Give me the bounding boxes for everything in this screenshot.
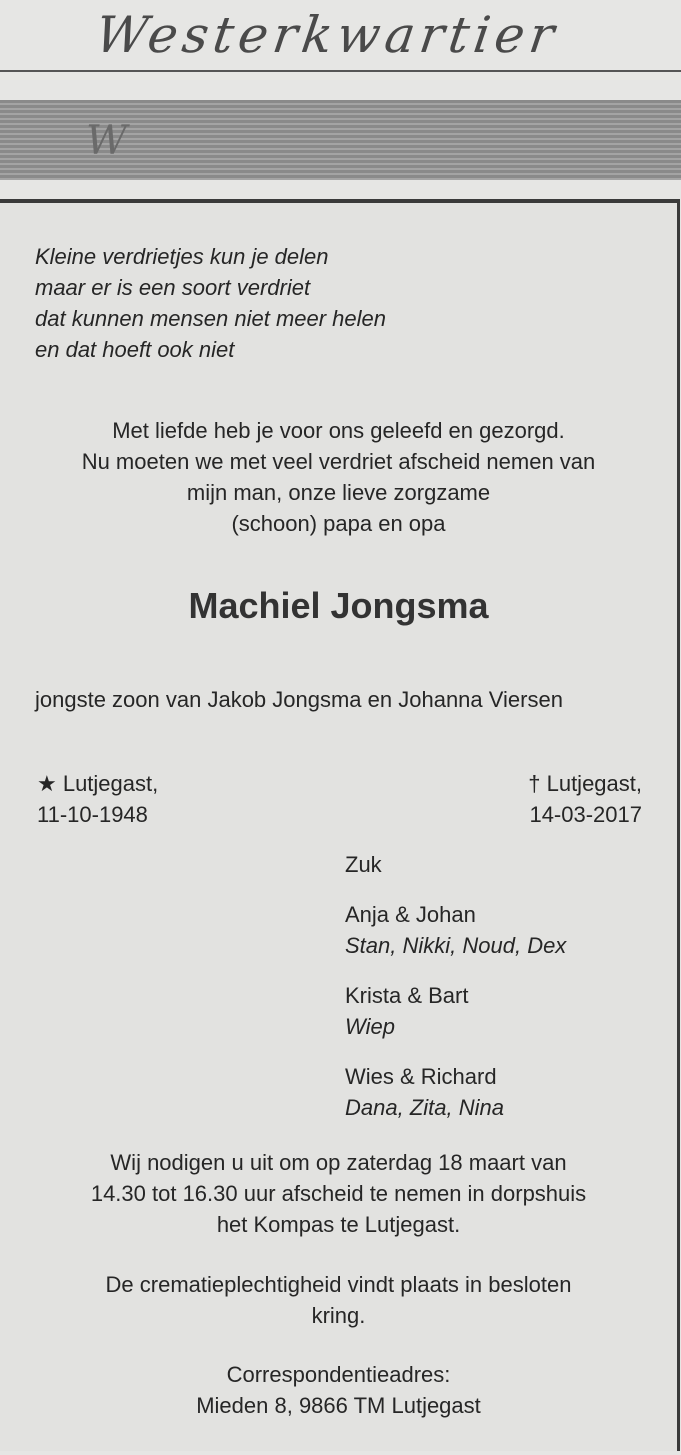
invitation-line: Wij nodigen u uit om op zaterdag 18 maart van [110, 1150, 567, 1175]
family-group [345, 1061, 566, 1123]
family-names: Zuk [345, 852, 382, 877]
poem-line: maar er is een soort verdriet [35, 275, 311, 300]
poem-line: en dat hoeft ook niet [35, 337, 235, 362]
cremation-line: kring. [311, 1303, 366, 1328]
family-children: Wiep [345, 1014, 395, 1039]
cremation-text [0, 1269, 677, 1331]
family-children: Stan, Nikki, Noud, Dex [345, 933, 567, 958]
address-label: Correspondentieadres: [226, 1362, 451, 1387]
family-group [345, 980, 566, 1042]
family-list [345, 849, 566, 1142]
family-children: Dana, Zita, Nina [345, 1095, 504, 1120]
death-notice [0, 199, 680, 1451]
poem-line: Kleine verdrietjes kun je delen [35, 244, 329, 269]
header-rule [0, 70, 681, 72]
poem [35, 241, 386, 365]
family-names: Krista & Bart [345, 983, 469, 1008]
intro-line: (schoon) papa en opa [231, 511, 446, 536]
death-info [528, 768, 642, 830]
handwritten-note: Westerkwartier [91, 6, 563, 64]
birth-info [37, 768, 158, 830]
family-group [345, 899, 566, 961]
invitation-text [0, 1147, 677, 1240]
birth-place: ★ Lutjegast, [37, 771, 159, 796]
parents-line: jongste zoon van Jakob Jongsma en Johanna Viersen [35, 687, 563, 712]
intro-text [0, 415, 677, 539]
intro-line: mijn man, onze lieve zorgzame [186, 480, 491, 505]
death-place: † Lutjegast, [528, 771, 642, 796]
invitation-line: het Kompas te Lutjegast. [216, 1212, 461, 1237]
family-names: Wies & Richard [345, 1064, 497, 1089]
invitation-line: 14.30 tot 16.30 uur afscheid te nemen in dorpshuis [90, 1181, 587, 1206]
family-names: Anja & Johan [345, 902, 476, 927]
birth-date: 11-10-1948 [37, 802, 148, 827]
deceased-name: Machiel Jongsma [188, 585, 489, 626]
family-group [345, 849, 566, 880]
intro-line: Nu moeten we met veel verdriet afscheid nemen van [81, 449, 596, 474]
cremation-line: De crematieplechtigheid vindt plaats in besloten [105, 1272, 572, 1297]
death-date: 14-03-2017 [529, 802, 642, 827]
correspondence-address [0, 1359, 677, 1421]
intro-line: Met liefde heb je voor ons geleefd en gezorgd. [112, 418, 565, 443]
address-value: Mieden 8, 9866 TM Lutjegast [196, 1393, 481, 1418]
poem-line: dat kunnen mensen niet meer helen [35, 306, 387, 331]
band-handwritten-mark: W [86, 118, 128, 164]
